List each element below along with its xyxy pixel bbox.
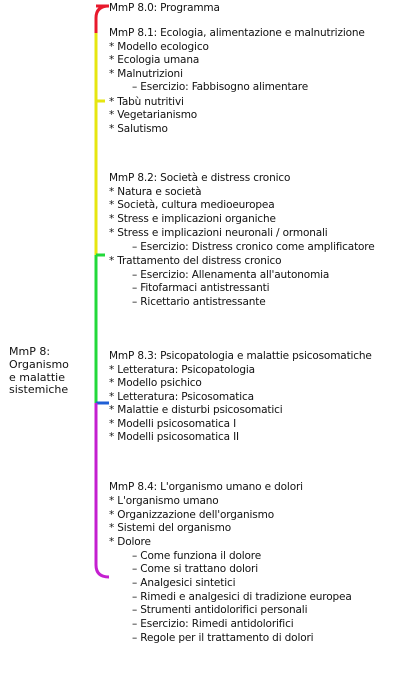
bullet-item: * Letteratura: Psicosomatica (109, 391, 254, 403)
sub-item: – Strumenti antidolorifici personali (132, 604, 308, 616)
bullet-item: * Stress e implicazioni neuronali / ormonali (109, 227, 328, 239)
section-title-1: MmP 8.1: Ecologia, alimentazione e malnutrizione (109, 27, 365, 39)
bullet-item: * Modello ecologico (109, 41, 209, 53)
section-title-0: MmP 8.0: Programma (109, 2, 220, 14)
bullet-item: * Modello psichico (109, 377, 202, 389)
sub-item: – Esercizio: Allenamenta all'autonomia (132, 269, 330, 281)
bullet-item: * Società, cultura medioeuropea (109, 199, 275, 211)
bullet-item: * Salutismo (109, 123, 168, 135)
sub-item: – Esercizio: Fabbisogno alimentare (132, 81, 308, 93)
sub-item: – Ricettario antistressante (132, 296, 266, 308)
bullet-item: * Letteratura: Psicopatologia (109, 364, 255, 376)
red-segment (96, 6, 109, 33)
bullet-item: * Malattie e disturbi psicosomatici (109, 404, 283, 416)
bullet-item: * Malnutrizioni (109, 68, 183, 80)
bullet-item: * Tabù nutritivi (109, 96, 184, 108)
bullet-item: * Vegetarianismo (109, 109, 198, 121)
bullet-item: * Ecologia umana (109, 54, 200, 66)
bullet-item: * Natura e società (109, 186, 202, 198)
sub-item: – Regole per il trattamento di dolori (132, 632, 314, 644)
sub-item: – Come funziona il dolore (132, 550, 262, 562)
bullet-item: * Trattamento del distress cronico (109, 255, 282, 267)
purple-segment (96, 403, 109, 577)
sub-item: – Analgesici sintetici (132, 577, 236, 589)
sub-item: – Esercizio: Rimedi antidolorifici (132, 618, 294, 630)
bullet-item: * Modelli psicosomatica I (109, 418, 237, 430)
sub-item: – Rimedi e analgesici di tradizione europea (132, 591, 352, 603)
bullet-item: * Dolore (109, 536, 151, 548)
root-node-label: MmP 8: Organismo e malattie sistemiche (9, 345, 69, 397)
bullet-item: * L'organismo umano (109, 495, 219, 507)
bullet-item: * Modelli psicosomatica II (109, 431, 239, 443)
sub-item: – Fitofarmaci antistressanti (132, 282, 270, 294)
bullet-item: * Sistemi del organismo (109, 522, 231, 534)
section-title-3: MmP 8.3: Psicopatologia e malattie psicosomatiche (109, 350, 372, 362)
section-title-4: MmP 8.4: L'organismo umano e dolori (109, 481, 303, 493)
section-title-2: MmP 8.2: Società e distress cronico (109, 172, 291, 184)
bullet-item: * Stress e implicazioni organiche (109, 213, 276, 225)
bullet-item: * Organizzazione dell'organismo (109, 509, 274, 521)
sub-item: – Come si trattano dolori (132, 563, 258, 575)
sub-item: – Esercizio: Distress cronico come amplificatore (132, 241, 375, 253)
